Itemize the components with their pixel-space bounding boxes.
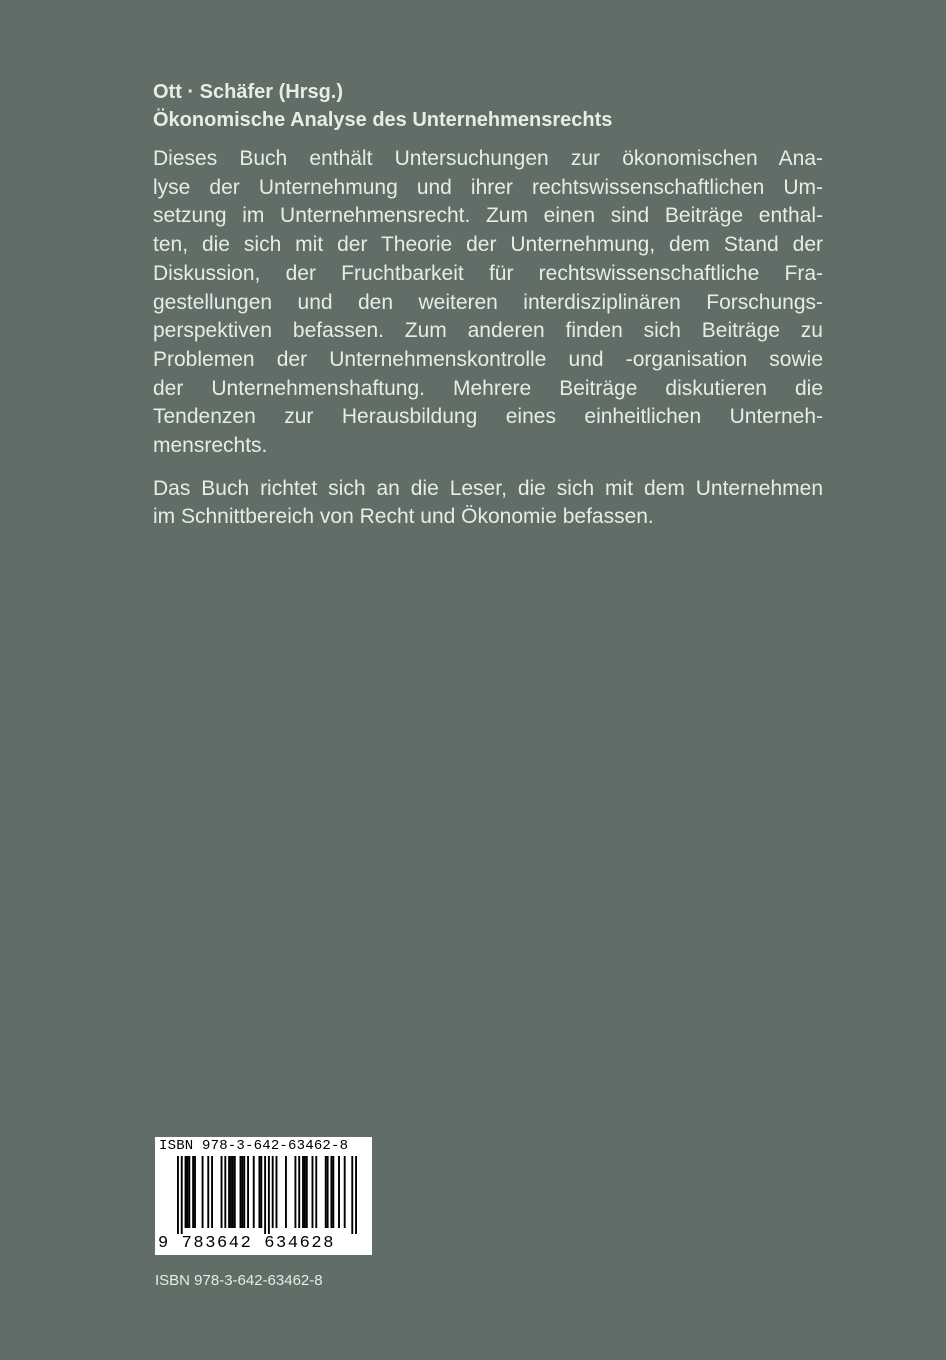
barcode-bar bbox=[332, 1156, 334, 1228]
barcode-bar bbox=[355, 1156, 357, 1234]
barcode-bar bbox=[224, 1156, 226, 1228]
barcode-bar bbox=[186, 1156, 188, 1228]
barcode-bar bbox=[351, 1156, 353, 1234]
barcode-bar bbox=[327, 1156, 329, 1228]
barcode-bar bbox=[192, 1156, 194, 1228]
barcode-digits: 9 783642 634628 bbox=[158, 1234, 336, 1253]
barcode-bars bbox=[177, 1156, 357, 1234]
barcode-bar bbox=[272, 1156, 274, 1228]
text-line: ten, die sich mit der Theorie der Unternehmung, dem Stand der bbox=[153, 233, 823, 257]
barcode-bar bbox=[268, 1156, 270, 1234]
text-line: lyse der Unternehmung und ihrer rechtswissenschaftlichen Um- bbox=[153, 175, 823, 199]
barcode-bar bbox=[302, 1156, 304, 1228]
barcode-bar bbox=[243, 1156, 245, 1228]
barcode-bar bbox=[338, 1156, 340, 1228]
barcode-bar bbox=[234, 1156, 236, 1228]
text-line: perspektiven befassen. Zum anderen finden sich Beiträge zu bbox=[153, 319, 823, 343]
book-title: Ökonomische Analyse des Unternehmensrechts bbox=[153, 109, 613, 131]
barcode-bar bbox=[294, 1156, 296, 1228]
barcode-bar bbox=[306, 1156, 308, 1228]
barcode-bar bbox=[330, 1156, 332, 1228]
barcode-bar bbox=[312, 1156, 314, 1228]
barcode-bar bbox=[240, 1156, 242, 1228]
text-line: im Schnittbereich von Recht und Ökonomie befassen. bbox=[153, 505, 654, 529]
barcode-bar bbox=[207, 1156, 209, 1228]
text-line: der Unternehmenshaftung. Mehrere Beiträge diskutieren die bbox=[153, 376, 823, 400]
barcode-bar bbox=[221, 1156, 223, 1228]
barcode-bar bbox=[230, 1156, 232, 1228]
barcode-bar bbox=[258, 1156, 260, 1228]
barcode-isbn-text: ISBN 978-3-642-63462-8 bbox=[159, 1138, 349, 1154]
authors: Ott · Schäfer (Hrsg.) bbox=[153, 81, 344, 103]
barcode-bar bbox=[241, 1156, 243, 1228]
barcode-bar bbox=[285, 1156, 287, 1228]
barcode-bar bbox=[232, 1156, 234, 1228]
barcode-bar bbox=[344, 1156, 346, 1228]
barcode-bar bbox=[185, 1156, 187, 1228]
text-line: gestellungen und den weiteren interdisziplinären Forschungs- bbox=[153, 290, 823, 314]
barcode-bar bbox=[188, 1156, 190, 1228]
description-paragraph-1 bbox=[153, 145, 823, 461]
description bbox=[153, 145, 823, 532]
barcode-bar bbox=[177, 1156, 179, 1234]
barcode-bar bbox=[315, 1156, 317, 1228]
text-line: Problemen der Unternehmenskontrolle und -organisation sowie bbox=[153, 347, 823, 371]
barcode-bar bbox=[181, 1156, 183, 1234]
text-line: Tendenzen zur Herausbildung eines einheitlichen Unterneh- bbox=[153, 405, 823, 429]
isbn-footer: ISBN 978-3-642-63462-8 bbox=[155, 1272, 323, 1289]
barcode-bar bbox=[194, 1156, 196, 1228]
barcode-bar bbox=[304, 1156, 306, 1228]
barcode-bar bbox=[325, 1156, 327, 1228]
barcode-bar bbox=[228, 1156, 230, 1228]
barcode-bar bbox=[298, 1156, 300, 1228]
barcode-label bbox=[155, 1137, 372, 1255]
barcode-bar bbox=[247, 1156, 249, 1228]
text-line: Diskussion, der Fruchtbarkeit für rechtswissenschaftliche Fra- bbox=[153, 261, 823, 285]
barcode-bar bbox=[202, 1156, 204, 1228]
text-line: Das Buch richtet sich an die Leser, die sich mit dem Unternehmen bbox=[153, 476, 823, 500]
text-line: setzung im Unternehmensrecht. Zum einen sind Beiträge enthal- bbox=[153, 204, 823, 228]
barcode-bar bbox=[276, 1156, 278, 1228]
barcode-bar bbox=[211, 1156, 213, 1228]
barcode-bar bbox=[260, 1156, 262, 1228]
description-paragraph-2 bbox=[153, 475, 823, 532]
barcode-bar bbox=[253, 1156, 255, 1228]
barcode-bar bbox=[264, 1156, 266, 1234]
text-line: Dieses Buch enthält Untersuchungen zur ökonomischen Ana- bbox=[153, 147, 823, 170]
text-line: mensrechts. bbox=[153, 434, 268, 458]
